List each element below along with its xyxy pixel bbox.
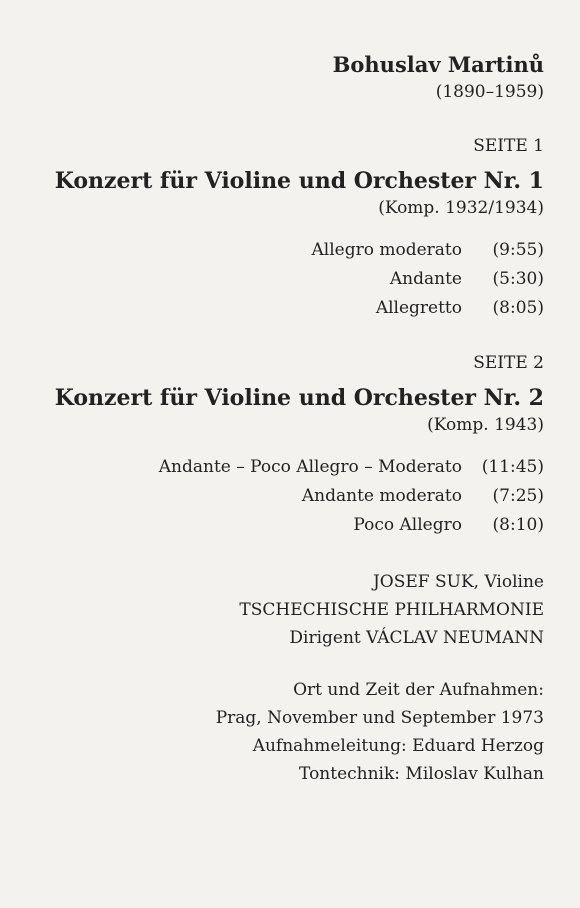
side-2-composition-date: (Komp. 1943) bbox=[427, 415, 544, 435]
recording-producer: Aufnahmeleitung: Eduard Herzog bbox=[252, 736, 544, 756]
track-row bbox=[30, 265, 544, 294]
composer-dates: (1890–1959) bbox=[435, 82, 544, 102]
recording-credits bbox=[30, 676, 544, 788]
track-title: Poco Allegro bbox=[353, 515, 462, 535]
track-duration: (11:45) bbox=[481, 457, 544, 477]
conductor-line: Dirigent VÁCLAV NEUMANN bbox=[289, 628, 544, 648]
track-duration: (8:10) bbox=[492, 515, 544, 535]
track-row bbox=[30, 453, 544, 482]
side-1-composition-date: (Komp. 1932/1934) bbox=[378, 198, 544, 218]
track-row bbox=[30, 511, 544, 540]
track-title: Andante – Poco Allegro – Moderato bbox=[158, 457, 462, 477]
side-1-work-title: Konzert für Violine und Orchester Nr. 1 bbox=[54, 168, 544, 194]
side-2-section bbox=[30, 351, 544, 540]
recording-place-date: Prag, November und September 1973 bbox=[215, 708, 544, 728]
orchestra-line: TSCHECHISCHE PHILHARMONIE bbox=[239, 600, 544, 620]
side-2-track-list bbox=[30, 453, 544, 540]
composer-name: Bohuslav Martinů bbox=[332, 52, 544, 77]
recording-place-heading: Ort und Zeit der Aufnahmen: bbox=[293, 680, 544, 700]
track-row bbox=[30, 294, 544, 323]
track-title: Andante bbox=[389, 269, 462, 289]
side-1-track-list bbox=[30, 236, 544, 323]
track-duration: (9:55) bbox=[492, 240, 544, 260]
performers-block bbox=[30, 568, 544, 652]
side-1-section bbox=[30, 134, 544, 323]
track-title: Allegro moderato bbox=[311, 240, 462, 260]
soloist-line: JOSEF SUK, Violine bbox=[372, 572, 544, 592]
track-row bbox=[30, 482, 544, 511]
track-row bbox=[30, 236, 544, 265]
track-title: Andante moderato bbox=[301, 486, 462, 506]
track-duration: (8:05) bbox=[492, 298, 544, 318]
side-2-label: SEITE 2 bbox=[473, 353, 544, 373]
side-1-label: SEITE 1 bbox=[473, 136, 544, 156]
recording-engineer: Tontechnik: Miloslav Kulhan bbox=[299, 764, 544, 784]
track-duration: (5:30) bbox=[492, 269, 544, 289]
track-title: Allegretto bbox=[375, 298, 462, 318]
side-2-work-title: Konzert für Violine und Orchester Nr. 2 bbox=[54, 385, 544, 411]
track-duration: (7:25) bbox=[492, 486, 544, 506]
